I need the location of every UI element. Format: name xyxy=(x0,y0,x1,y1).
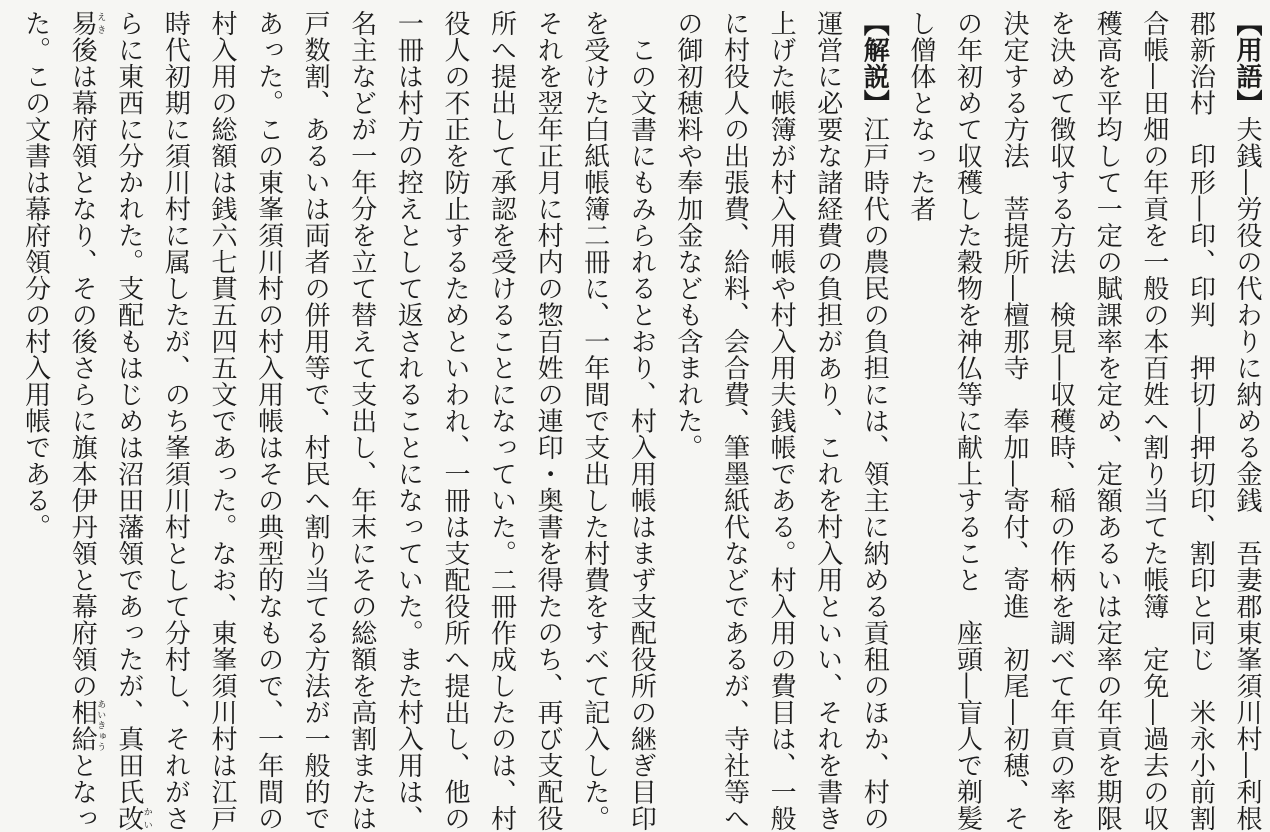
text-column xyxy=(292,10,339,832)
text-run: を決めて徴収する方法 検見―収穫時、稲の作柄を調べて年貢の率を xyxy=(1045,10,1076,832)
vertical-text-body xyxy=(12,10,1270,832)
text-run: を受けた白紙帳簿二冊に、一年間で支出した村費をすべて記入した。 xyxy=(579,10,610,832)
text-run: 戸数割、あるいは両者の併用等で、村民へ割り当てる方法が一般的で xyxy=(300,10,331,832)
text-column xyxy=(525,10,572,832)
text-column xyxy=(1084,10,1131,832)
text-column xyxy=(105,10,152,832)
text-run: 後は幕府領となり、その後さらに旗本伊丹領と幕府領の xyxy=(67,36,98,699)
text-column xyxy=(1130,10,1177,832)
text-run: 運営に必要な諸経費の負担があり、これを村入用といい、それを書き xyxy=(812,10,843,832)
text-run: となっ xyxy=(67,752,98,832)
text-column xyxy=(664,10,711,664)
text-column xyxy=(385,10,432,832)
text-run: この文書にもみられるとおり、村入用帳はまず支配役所の継ぎ目印 xyxy=(626,10,657,832)
text-run: 所へ提出して承認を受けることになっていた。二冊作成したのは、村 xyxy=(486,10,517,832)
text-run: らに東西に分かれた。支配もはじめは沼田藩領であったが、真田氏 xyxy=(113,10,144,805)
text-column xyxy=(478,10,525,832)
text-column xyxy=(990,10,1037,832)
text-column xyxy=(851,10,898,832)
text-run: に村役人の出張費、給料、会合費、筆墨紙代などであるが、寺社等へ xyxy=(719,10,750,832)
text-column xyxy=(1177,10,1224,832)
ruby-annotation xyxy=(67,10,106,37)
text-run: の御初穂料や奉加金なども含まれた。 xyxy=(672,10,703,461)
text-run: 時代初期に須川村に属したが、のち峯須川村として分村し、それがさ xyxy=(160,10,191,832)
text-run: 役人の不正を防止するためといわれ、一冊は支配役所へ提出し、他の xyxy=(439,10,470,832)
ruby-annotation xyxy=(113,805,152,832)
text-run: し僧体となった者 xyxy=(905,10,936,222)
text-run: た。この文書は幕府領分の村入用帳である。 xyxy=(20,10,51,540)
text-column xyxy=(245,10,292,832)
text-run: 村入用の総額は銭六七貫五四五文であった。なお、東峯須川村は江戸 xyxy=(206,10,237,832)
text-run: あった。この東峯須川村の村入用帳はその典型的なもので、一年間の xyxy=(253,10,284,832)
section-heading: 【用語】 xyxy=(1232,10,1263,116)
text-column xyxy=(12,10,59,664)
ruby-base: 改 xyxy=(113,805,144,832)
text-run: 江戸時代の農民の負担には、領主に納める貢租のほか、村の xyxy=(859,116,890,832)
ruby-annotation xyxy=(67,699,106,752)
text-column xyxy=(1037,10,1084,832)
text-run: 上げた帳簿が村入用帳や村入用夫銭帳である。村入用の費目は、一般 xyxy=(766,10,797,832)
ruby-reading: かい xyxy=(141,805,152,832)
text-column xyxy=(944,10,991,832)
text-column xyxy=(152,10,199,832)
text-run: 夫銭―労役の代わりに納める金銭 吾妻郡東峯須川村―利根 xyxy=(1232,116,1263,832)
section-heading: 【解説】 xyxy=(859,10,890,116)
commentary-section xyxy=(12,10,897,832)
text-run: の年初めて収穫した穀物を神仏等に献上すること 座頭―盲人で剃髪 xyxy=(952,10,983,832)
text-column xyxy=(711,10,758,832)
text-run: 穫高を平均して一定の賦課率を定め、定額あるいは定率の年貢を期限 xyxy=(1092,10,1123,832)
ruby-reading: あいきゅう xyxy=(95,699,106,752)
text-column xyxy=(571,10,618,832)
text-column xyxy=(338,10,385,832)
text-column xyxy=(804,10,851,832)
text-column xyxy=(897,10,944,664)
glossary-section xyxy=(897,10,1270,832)
text-column xyxy=(59,10,106,832)
text-column xyxy=(618,10,665,832)
text-column xyxy=(1223,10,1270,832)
ruby-reading: えき xyxy=(95,10,106,37)
text-column xyxy=(198,10,245,832)
text-run: 決定する方法 菩提所―檀那寺 奉加―寄付、寄進 初尾―初穂、そ xyxy=(999,10,1030,832)
text-run: 名主などが一年分を立て替えて支出し、年末にその総額を高割または xyxy=(346,10,377,832)
ruby-base: 相給 xyxy=(67,699,98,752)
text-run: 郡新治村 印形―印、印判 押切―押切印、割印と同じ 米永小前割 xyxy=(1185,10,1216,832)
text-run: 一冊は村方の控えとして返されることになっていた。また村入用は、 xyxy=(393,10,424,832)
text-column xyxy=(431,10,478,832)
text-run: それを翌年正月に村内の惣百姓の連印・奥書を得たのち、再び支配役 xyxy=(533,10,564,832)
text-run: 合帳―田畑の年貢を一般の本百姓へ割り当てた帳簿 定免―過去の収 xyxy=(1138,10,1169,832)
text-column xyxy=(758,10,805,832)
ruby-base: 易 xyxy=(67,10,98,37)
